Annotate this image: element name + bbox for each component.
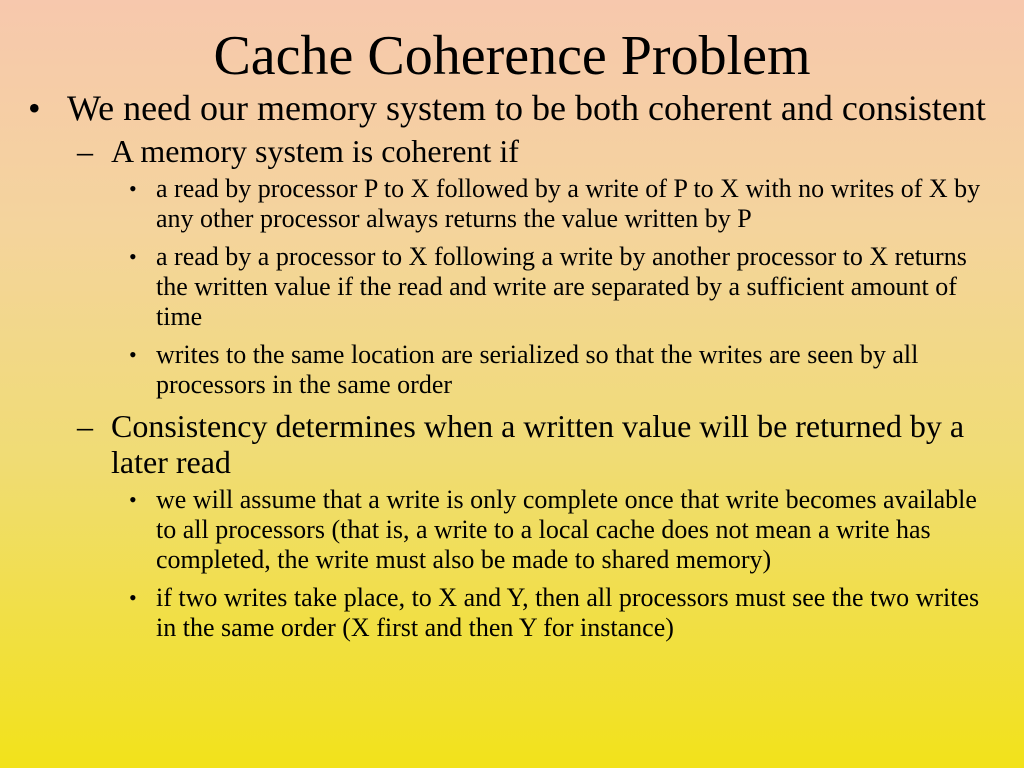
bullet-marker: • — [129, 342, 137, 367]
slide-title: Cache Coherence Problem — [213, 25, 811, 87]
bullet-text: a read by processor P to X followed by a write of P to X with no writes of X by any other processor always returns the value written by P — [156, 174, 981, 233]
bullet-level2 — [28, 408, 998, 480]
bullet-level3 — [28, 485, 998, 575]
bullet-level1 — [28, 88, 998, 128]
bullet-marker: • — [129, 244, 137, 269]
dash-marker: – — [77, 133, 93, 169]
bullet-text: a read by a processor to X following a write by another processor to X returns the written value if the read and write are separated by a sufficient amount of time — [156, 242, 967, 331]
bullet-text: writes to the same location are serialized so that the writes are seen by all processors in the same order — [156, 340, 919, 399]
bullet-text: Consistency determines when a written value will be returned by a later read — [111, 408, 965, 480]
bullet-marker: • — [129, 176, 137, 201]
bullet-level2 — [28, 133, 998, 169]
bullet-text: We need our memory system to be both coherent and consistent — [67, 88, 986, 128]
bullet-level3 — [28, 340, 998, 400]
bullet-marker: • — [129, 487, 137, 512]
bullet-text: A memory system is coherent if — [111, 133, 519, 169]
bullet-marker: • — [129, 585, 137, 610]
bullet-level3 — [28, 583, 998, 643]
bullet-text: we will assume that a write is only complete once that write becomes available to all processors (that is, a write to a local cache does not mean a write has completed, the write must also be made to shared memory) — [156, 485, 977, 574]
dash-marker: – — [77, 408, 93, 444]
bullet-level3 — [28, 174, 998, 234]
bullet-marker: • — [28, 88, 41, 128]
slide-body — [28, 88, 998, 651]
bullet-level3 — [28, 242, 998, 332]
bullet-text: if two writes take place, to X and Y, then all processors must see the two writes in the same order (X first and then Y for instance) — [156, 583, 980, 642]
